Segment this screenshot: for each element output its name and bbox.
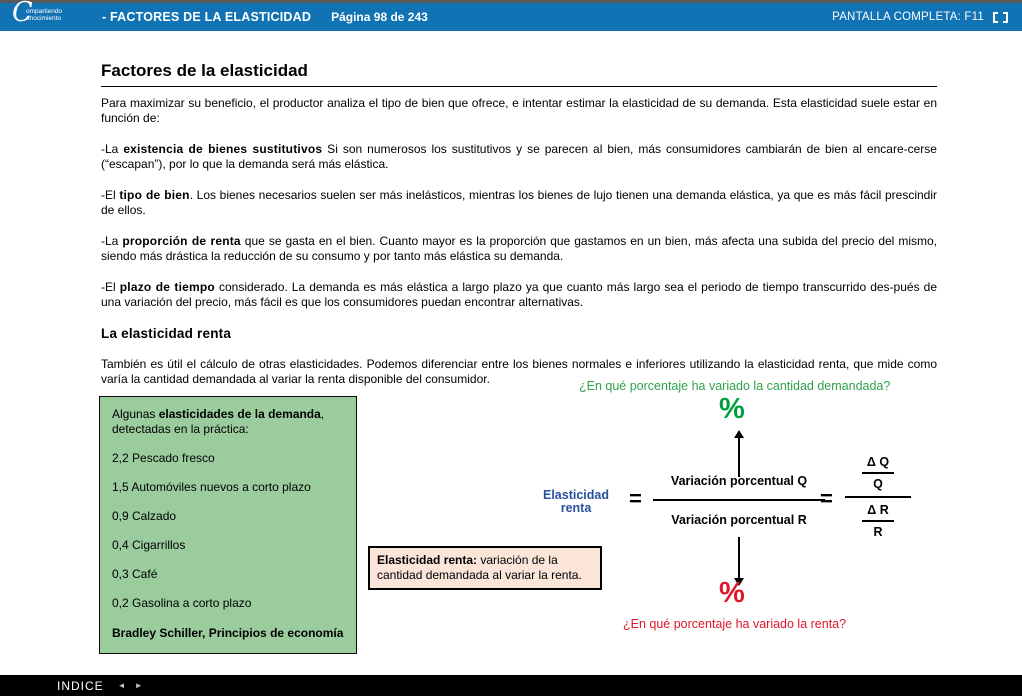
delta-q-fraction: [862, 455, 894, 491]
factor-prefix: -La: [101, 234, 123, 248]
arrow-down-icon: [738, 537, 740, 579]
equals-sign: =: [629, 486, 642, 511]
arrow-up-icon: [738, 437, 740, 477]
logo-text-line2: onocimiento: [26, 15, 62, 22]
fraction-denominator: Variación porcentual R: [671, 513, 807, 527]
elasticities-examples-box: [99, 396, 357, 654]
factor-bold: existencia de bienes sustitutivos: [123, 142, 323, 156]
fullscreen-icon[interactable]: [993, 12, 1008, 23]
list-item: 0,9 Calzado: [112, 509, 177, 523]
definition-term: Elasticidad renta:: [377, 553, 478, 567]
factor-bold: proporción de renta: [122, 234, 241, 248]
factor-good-type: [101, 188, 937, 218]
fullscreen-control[interactable]: [832, 11, 1008, 23]
fraction-delta: [845, 455, 911, 539]
percent-quantity: %: [719, 393, 746, 425]
label-line2: renta: [560, 501, 592, 515]
fraction-numerator: Variación porcentual Q: [670, 474, 808, 488]
delta-r-fraction: [862, 503, 893, 539]
green-box-intro-bold: elasticidades de la demanda: [158, 407, 321, 421]
section-subtitle: La elasticidad renta: [101, 326, 232, 341]
factor-income-share: [101, 234, 937, 264]
green-box-intro: [112, 407, 344, 437]
question-quantity: ¿En qué porcentaje ha variado la cantidad demandada?: [579, 379, 891, 393]
index-link[interactable]: INDICE: [57, 678, 104, 693]
delta-r: Δ R: [862, 503, 893, 522]
factor-prefix: -El: [101, 188, 120, 202]
factor-bold: plazo de tiempo: [119, 280, 215, 294]
green-box-intro-rest: , detectadas en la práctica:: [112, 407, 325, 436]
source-citation: Bradley Schiller, Principios de economía: [112, 626, 344, 640]
factor-rest: que se gasta en el bien. Cuanto mayor es la proporción que gastamos en un bien, más afecta una subida del precio del mismo, siendo más drástica la reducción de su consumo y por tanto más elástica su demanda.: [101, 234, 937, 263]
r: R: [873, 525, 883, 539]
question-income: ¿En qué porcentaje ha variado la renta?: [623, 617, 847, 631]
definition-box: [368, 546, 602, 590]
list-item: 1,5 Automóviles nuevos a corto plazo: [112, 480, 311, 494]
logo[interactable]: [10, 0, 88, 30]
q: Q: [873, 477, 883, 491]
elasticity-diagram: [101, 379, 937, 655]
label-line1: Elasticidad: [543, 488, 609, 502]
page-indicator: Página 98 de 243: [331, 10, 428, 24]
factor-substitutes: [101, 142, 937, 172]
content-area: [101, 31, 937, 655]
logo-text: [26, 8, 62, 22]
elasticity-renta-label: [529, 489, 623, 515]
list-item: 0,2 Gasolina a corto plazo: [112, 596, 252, 610]
factor-time-horizon: [101, 280, 937, 310]
factor-bold: tipo de bien: [119, 188, 190, 202]
list-item: 0,4 Cigarrillos: [112, 538, 186, 552]
factor-rest: Si son numerosos los sustitutivos y se parecen al bien, más consumidores cambiarán de bien al encare-cerse (“escapan”), por lo que la demanda será más elástica.: [101, 142, 937, 171]
income-elasticity-paragraph: También es útil el cálculo de otras elasticidades. Podemos diferenciar entre los bienes normales e inferiores utilizando la elasticidad renta, que mide como varía la cantidad demandada al variar la renta disponible del consumidor.: [101, 357, 937, 386]
factor-rest: . Los bienes necesarios suelen ser más inelásticos, mientras los bienes de lujo tienen una demanda elástica, ya que es más fácil prescindir de ellos.: [101, 188, 938, 217]
nav-next-icon[interactable]: ►: [134, 681, 143, 690]
list-item: 0,3 Café: [112, 567, 158, 581]
factor-rest: considerado. La demanda es más elástica a largo plazo ya que cuanto más largo sea el periodo de tiempo transcurrido des-pués de una variación del precio, más fácil es que los consumidores puedan encontrar alternativas.: [101, 280, 937, 309]
logo-text-line1: ompartiendo: [26, 8, 63, 15]
percent-income: %: [719, 577, 746, 609]
factor-prefix: -El: [101, 280, 120, 294]
nav-prev-icon[interactable]: ◄: [117, 681, 126, 690]
delta-q: Δ Q: [862, 455, 894, 474]
definition-text: variación de la cantidad demandada al variar la renta.: [377, 553, 582, 582]
equals-sign: =: [820, 486, 833, 511]
footer-bar: [0, 675, 1022, 696]
logo-c-glyph: C: [12, 0, 33, 28]
header-title: - FACTORES DE LA ELASTICIDAD: [102, 10, 312, 24]
header-bar: [0, 0, 1022, 31]
main-fraction-bar: [845, 496, 911, 498]
intro-paragraph: Para maximizar su beneficio, el productor analiza el tipo de bien que ofrece, e intentar estimar la elasticidad de su demanda. Esta elasticidad suele estar en función de:: [101, 96, 937, 125]
fraction-percentual: [653, 474, 825, 527]
green-box-intro-prefix: Algunas: [112, 407, 159, 421]
list-item: 2,2 Pescado fresco: [112, 451, 215, 465]
fullscreen-label: PANTALLA COMPLETA: F11: [832, 11, 984, 23]
factor-prefix: -La: [101, 142, 124, 156]
page-title: Factores de la elasticidad: [101, 61, 937, 87]
